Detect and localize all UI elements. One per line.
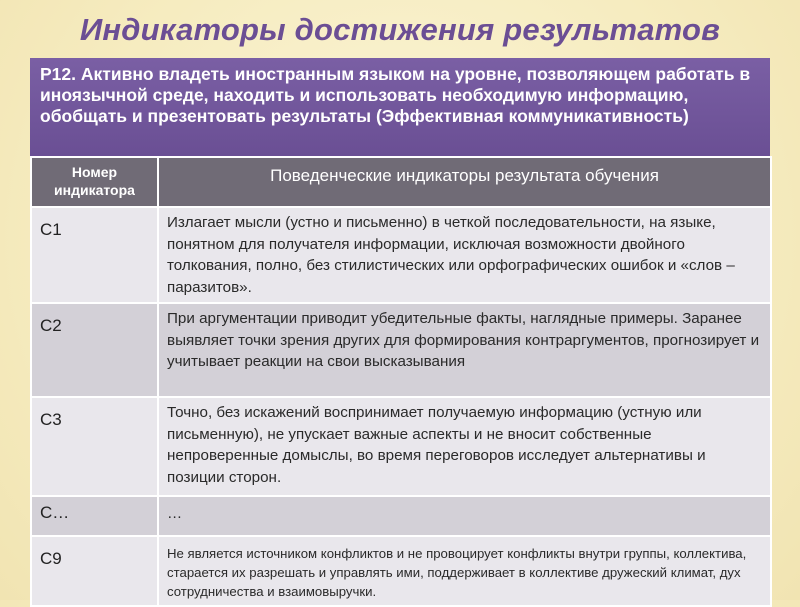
competence-header: Р12. Активно владеть иностранным языком на уровне, позволяющем работать в иноязычной среде, находить и использовать необходимую информацию, обобщать и презентовать результаты (Эффективная коммуникативность) bbox=[30, 58, 770, 156]
indicator-id: С3 bbox=[31, 397, 158, 496]
table-row bbox=[31, 536, 771, 606]
indicator-id: С1 bbox=[31, 207, 158, 303]
table-row bbox=[31, 207, 771, 303]
indicator-id: С2 bbox=[31, 303, 158, 397]
table-row bbox=[31, 496, 771, 536]
table-header-row bbox=[31, 157, 771, 207]
indicator-id: С9 bbox=[31, 536, 158, 606]
indicator-text: При аргументации приводит убедительные факты, наглядные примеры. Заранее выявляет точки зрения других для формирования контраргументов, прогнозирует и учитывает реакции на свои высказывания bbox=[158, 303, 771, 397]
slide-title: Индикаторы достижения результатов bbox=[79, 12, 721, 47]
indicator-id: С… bbox=[31, 496, 158, 536]
indicator-text: … bbox=[158, 496, 771, 536]
indicator-text: Точно, без искажений воспринимает получаемую информацию (устную или письменную), не упускает важные аспекты и не вносит собственные непроверенные домыслы, во время переговоров исследует альтернативы и позиции сторон. bbox=[158, 397, 771, 496]
column-header-indicators: Поведенческие индикаторы результата обучения bbox=[158, 157, 771, 207]
indicator-text: Излагает мысли (устно и письменно) в четкой последовательности, на языке, понятном для получателя информации, исключая возможности двойного толкования, полно, без стилистических или орфографических ошибок и «слов – паразитов». bbox=[158, 207, 771, 303]
indicators-table bbox=[30, 156, 772, 607]
indicator-text: Не является источником конфликтов и не провоцирует конфликты внутри группы, коллектива, старается их разрешать и управлять ими, поддерживает в коллективе дружеский климат, дух сотрудничества и взаимовыручки. bbox=[158, 536, 771, 606]
table-row bbox=[31, 303, 771, 397]
column-header-number: Номер индикатора bbox=[31, 157, 158, 207]
table-row bbox=[31, 397, 771, 496]
